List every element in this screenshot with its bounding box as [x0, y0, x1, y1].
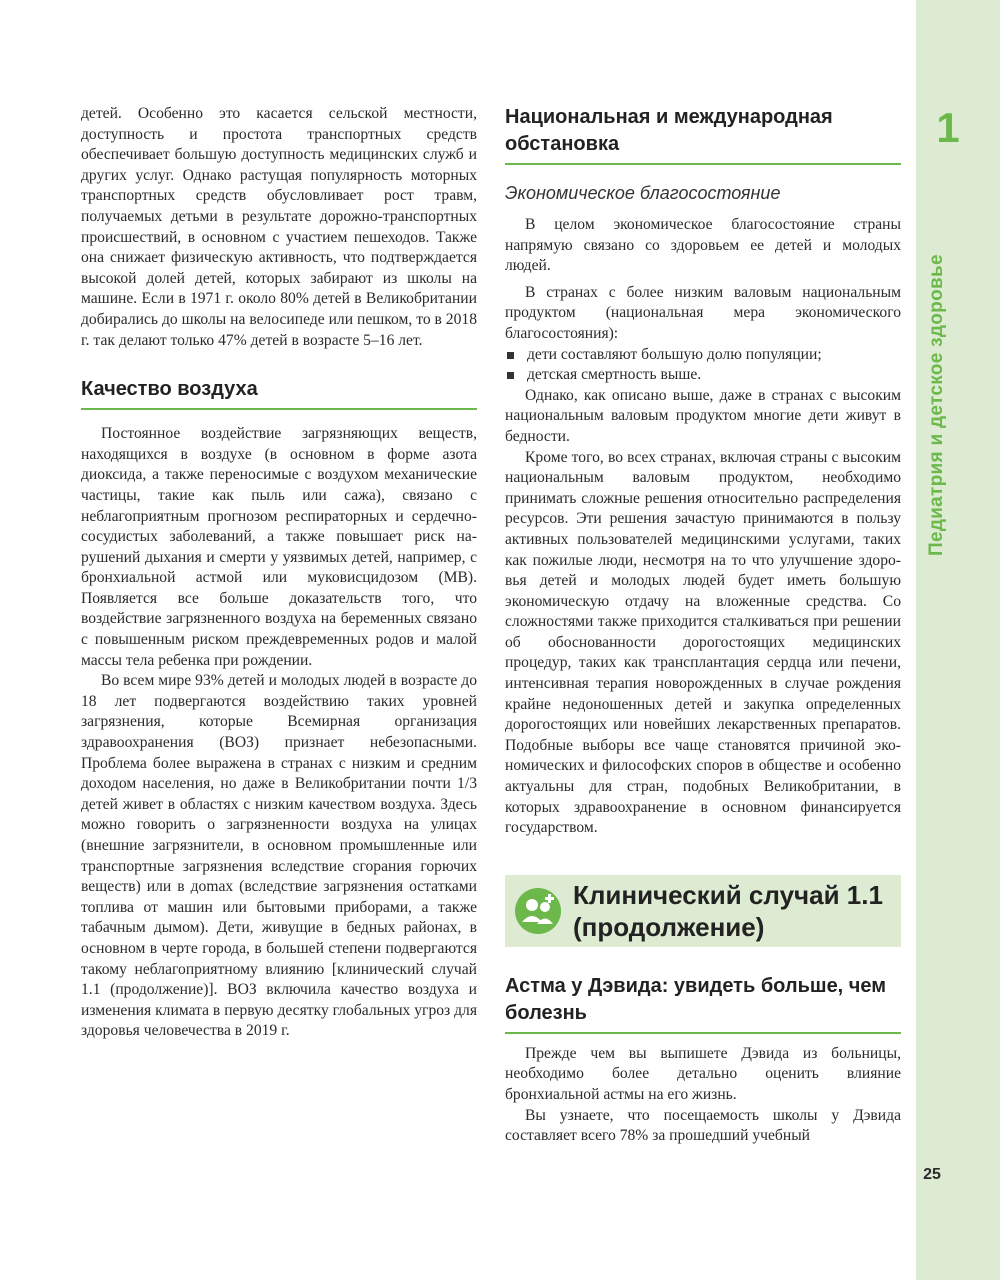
clinical-case-title-line1: Клинический случай 1.1 [573, 879, 883, 910]
list-item [505, 365, 901, 386]
left-column [81, 104, 477, 1042]
clinical-case-title [573, 879, 883, 943]
list-item-text: дети составляют большую долю популяции; [527, 345, 822, 363]
paragraph-air-2: Во всем мире 93% детей и молодых людей в возрасте до 18 лет подвергаются воздействию таких уровней загрязнения, которые Всемирная организация здравоохранения (ВОЗ) признает небезопасными. Проблема более выражена в странах с низким и средним доходом населения, но даже в Великобритании почти 1/3 детей живет в областях с низким качеством воздуха. Здесь можно говорить о загрязненности воздуха на улицах (внешние загрязнители, в основном промышленные или транспортные загрязнения вследствие сгорания горючих веществ) или в доmах (вследствие загрязнения остатками топлива от машин или бытовыми приборами, а также табачным дымом). Дети, живущие в бедных районах, в основном в черте города, в большей степени подвергаются такому неблагоприятному влиянию [клинический случай 1.1 (продолжение)]. ВОЗ включила качество воздуха и изменения климата в первую десятку глобальных угроз для здоровья человечества в 2019 г. [81, 672, 477, 1040]
chapter-side-tab [916, 0, 1000, 1280]
paragraph-econ-2: В странах с более низким валовым национальным продуктом (национальная мера экономического благосостояния): [505, 283, 901, 342]
bullet-list [505, 345, 901, 386]
bullet-square-icon [507, 352, 514, 359]
heading-case-asthma: Астма у Дэвида: увидеть больше, чем болезнь [505, 973, 901, 1034]
chapter-title-vertical: Педиатрия и детское здоровье [926, 254, 947, 556]
clinical-case-box [505, 875, 901, 947]
chapter-number: 1 [936, 104, 960, 151]
list-item-text: детская смертность выше. [527, 366, 702, 384]
doctor-patient-icon [515, 888, 561, 934]
heading-air-quality: Качество воздуха [81, 376, 477, 410]
heading-national-situation: Национальная и международная обстановка [505, 104, 901, 165]
clinical-case-title-line2: (продолжение) [573, 911, 765, 942]
page-number: 25 [923, 1166, 941, 1183]
bullet-square-icon [507, 372, 514, 379]
paragraph-econ-4: Кроме того, во всех странах, включая страны с высоким национальным валовым продуктом, необходимо принимать сложные решения относительно распределения ресурсов. Эти решения зачастую принимаются в пользу активных пользователей медицинскими услугами, таких как пожилые люди, несмотря на то что улучшение здоровья детей и молодых людей будет иметь большую экономическую отдачу на вложенные средства. Со сложностями также приходится сталкиваться при решении об обоснованности дорогостоящих медицинских процедур, таких как трансплантация сердца или печени, интенсивная терапия новорожденных в случае рождения крайне недоношенных детей и закупка определенных дорогостоящих или новейших лекарственных препаратов. Подобные выборы все чаще становятся причиной экономических и философских споров в обществе и особенно актуальны для стран, подобных Великобритании, в которых здравоохранение в основном финансируется государством. [505, 448, 901, 837]
paragraph-air-1: Постоянное воздействие загрязняющих веществ, находящихся в воздухе (в основном в форме азота диоксида, а также переносимые с воздухом механические частицы, такие как пыль или сажа), связано с неблагоприятным прогнозом респираторных и сердечно-сосудистых заболеваний, а также повышает риск нарушений дыхания и смерти у уязвимых детей, например, с бронхиальной астмой или муковисцидозом (МВ). Появляется все больше доказательств того, что воздействие загрязненного воздуха на беременных связано с повышенным риском преждевременных родов и малой массы тела ребенка при рождении. [81, 425, 477, 669]
paragraph-intro: детей. Особенно это касается сельской местности, доступность и простота транспортных средств обеспечивает большую доступность медицинских служб и других услуг. Однако растущая популярность моторных транспортных средств обусловливает рост травм, получаемых детьми в результате дорожно-транспортных происшествий, в основном с участием пешеходов. Также она снижает физическую активность, что подтверждается высокой долей детей, которых забирают из школы на машине. Если в 1971 г. около 80% детей в Великобритании добирались до школы на велосипеде или пешком, то в 2018 г. так делают только 47% детей в возрасте 5–16 лет. [81, 105, 477, 349]
paragraph-econ-3: Однако, как описано выше, даже в странах с высоким национальным валовым продуктом многие дети живут в бедности. [505, 386, 901, 445]
list-item [505, 345, 901, 366]
paragraph-case-1: Прежде чем вы выпишете Дэвида из больницы, необходимо более детально оценить влияние бронхиальной астмы на его жизнь. [505, 1044, 901, 1103]
paragraph-case-2: Вы узнаете, что посещаемость школы у Дэвида составляет всего 78% за прошедший учебный [505, 1106, 901, 1145]
paragraph-econ-1: В целом экономическое благосостояние страны напрямую связано со здоровьем ее детей и молодых людей. [505, 216, 901, 275]
subheading-economic: Экономическое благосостояние [505, 183, 781, 203]
right-column [505, 104, 901, 1147]
